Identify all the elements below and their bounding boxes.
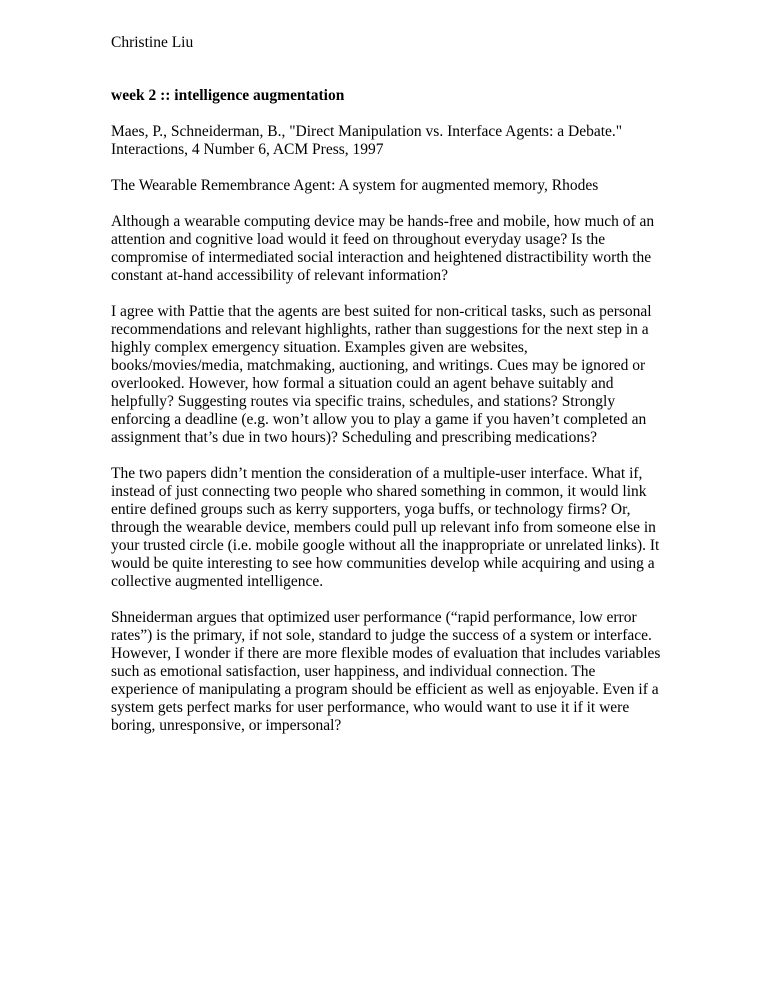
author-name: Christine Liu: [111, 34, 194, 51]
body-paragraph-2: I agree with Pattie that the agents are best suited for non-critical tasks, such as personal recommendations and relevant highlights, rather than suggestions for the next step in a highly complex emergency situation. Examples given are websites, books/movies/media, matchmaking, auctioning, and writings. Cues may be ignored or overlooked. However, how formal a situation could an agent behave suitably and helpfully? Suggesting routes via specific trains, schedules, and stations? Strongly enforcing a deadline (e.g. won’t allow you to play a game if you haven’t completed an assignment that’s due in two hours)? Scheduling and prescribing medications?: [111, 303, 652, 446]
body-paragraph-3: The two papers didn’t mention the consideration of a multiple-user interface. What if, instead of just connecting two people who shared something in common, it would link entire defined groups such as kerry supporters, yoga buffs, or technology firms? Or, through the wearable device, members could pull up relevant info from someone else in your trusted circle (i.e. mobile google without all the inappropriate or unrelated links). It would be quite interesting to see how communities develop while acquiring and using a collective augmented intelligence.: [111, 465, 660, 590]
body-paragraph-4: Shneiderman argues that optimized user performance (“rapid performance, low error rates”) is the primary, if not sole, standard to judge the success of a system or interface. However, I wonder if there are more flexible modes of evaluation that includes variables such as emotional satisfaction, user happiness, and individual connection. The experience of manipulating a program should be efficient as well as enjoyable. Even if a system gets perfect marks for user performance, who would want to use it if it were boring, unresponsive, or impersonal?: [111, 609, 661, 734]
body-paragraph-1: Although a wearable computing device may be hands-free and mobile, how much of an attention and cognitive load would it feed on throughout everyday usage? Is the compromise of intermediated social interaction and heightened distractibility worth the constant at-hand accessibility of relevant information?: [111, 213, 655, 284]
document-page: [111, 34, 661, 753]
reference-citation-2: The Wearable Remembrance Agent: A system for augmented memory, Rhodes: [111, 177, 599, 194]
reference-citation-1: Maes, P., Schneiderman, B., "Direct Manipulation vs. Interface Agents: a Debate." Interactions, 4 Number 6, ACM Press, 1997: [111, 123, 623, 158]
document-heading: week 2 :: intelligence augmentation: [111, 87, 345, 104]
